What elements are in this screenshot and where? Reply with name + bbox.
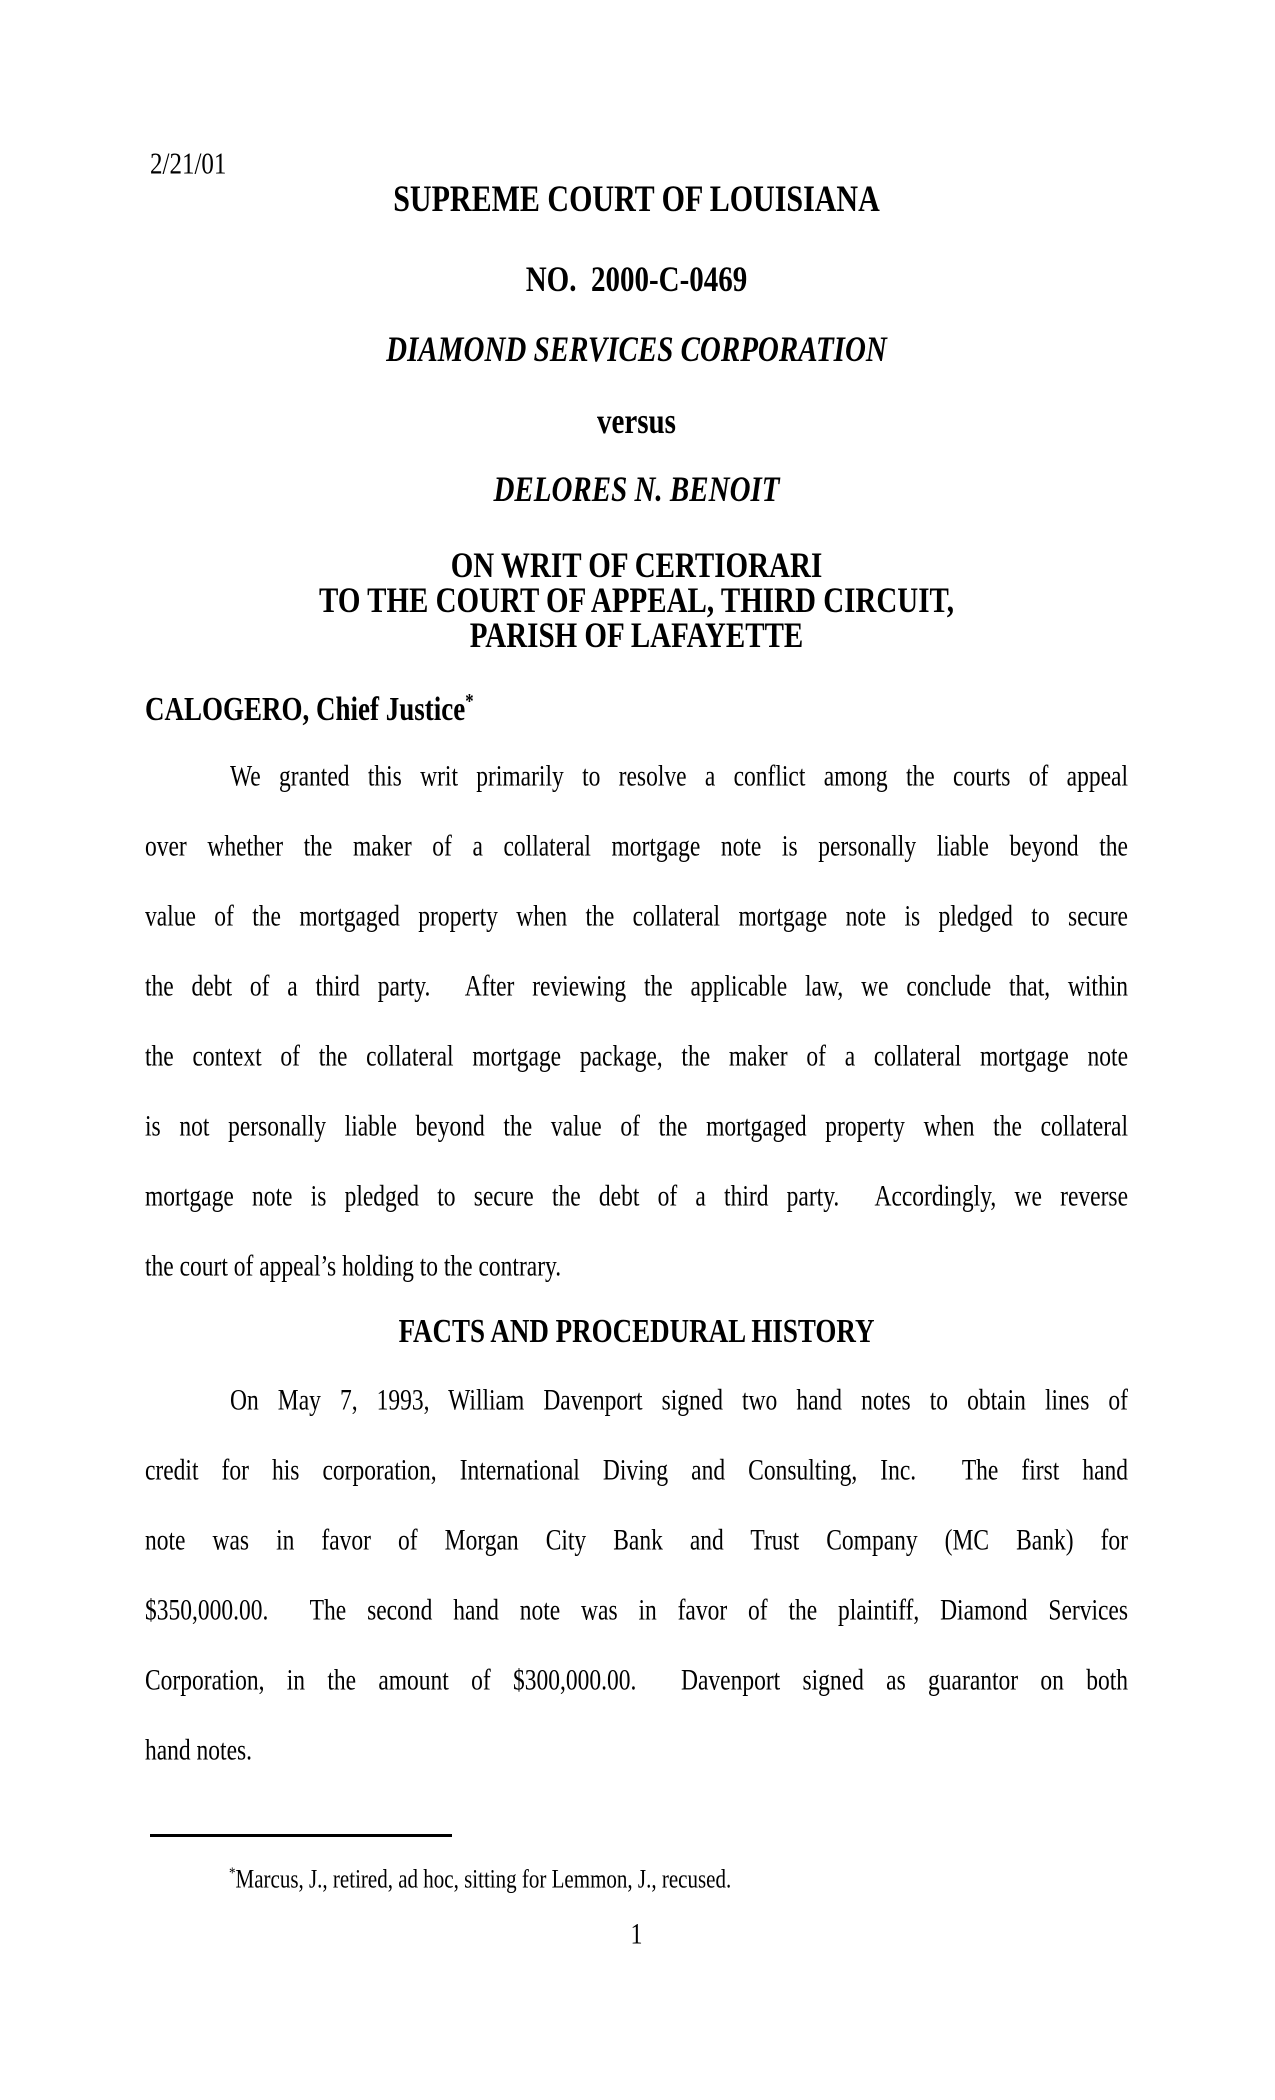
paragraph-2-line: note was in favor of Morgan City Bank and Trust Company (MC Bank) for (145, 1524, 1128, 1558)
footnote-text: Marcus, J., retired, ad hoc, sitting for Lemmon, J., recused. (235, 1864, 732, 1894)
footnote-reference-mark: * (465, 689, 474, 713)
paragraph-2-line: On May 7, 1993, William Davenport signed two hand notes to obtain lines of (230, 1384, 1128, 1418)
authoring-justice (145, 688, 1128, 730)
writ-line-3: PARISH OF LAFAYETTE (469, 616, 804, 656)
paragraph-1-line: value of the mortgaged property when the collateral mortgage note is pledged to secure (145, 900, 1128, 934)
paragraph-1-line: over whether the maker of a collateral mortgage note is personally liable beyond the (145, 830, 1128, 864)
versus-label: versus (597, 402, 676, 442)
paragraph-1-line: the context of the collateral mortgage package, the maker of a collateral mortgage note (145, 1040, 1128, 1074)
justice-name: CALOGERO, Chief Justice (145, 690, 466, 728)
plaintiff-name: DIAMOND SERVICES CORPORATION (386, 330, 887, 370)
docket-number: NO. 2000-C-0469 (525, 260, 748, 300)
paragraph-2 (145, 1366, 1128, 1786)
paragraph-1-line: is not personally liable beyond the value of the mortgaged property when the collateral (145, 1110, 1128, 1144)
paragraph-1-line: mortgage note is pledged to secure the debt of a third party. Accordingly, we reverse (145, 1180, 1128, 1214)
filing-date: 2/21/01 (150, 147, 227, 182)
paragraph-1 (145, 742, 1128, 1302)
section-heading-facts: FACTS AND PROCEDURAL HISTORY (398, 1312, 875, 1350)
paragraph-1-line: We granted this writ primarily to resolve a conflict among the courts of appeal (230, 760, 1128, 794)
court-title: SUPREME COURT OF LOUISIANA (393, 178, 880, 220)
writ-line-1: ON WRIT OF CERTIORARI (450, 546, 823, 586)
paragraph-2-line: credit for his corporation, International Diving and Consulting, Inc. The first hand (145, 1454, 1128, 1488)
paragraph-1-line: the debt of a third party. After reviewing the applicable law, we conclude that, within (145, 970, 1128, 1004)
footnote-separator-rule (150, 1834, 452, 1837)
page-number: 1 (630, 1918, 643, 1952)
footnote (145, 1860, 1128, 1897)
paragraph-2-line: Corporation, in the amount of $300,000.00. Davenport signed as guarantor on both (145, 1664, 1128, 1698)
defendant-name: DELORES N. BENOIT (493, 470, 780, 510)
paragraph-2-line: hand notes. (145, 1734, 253, 1768)
writ-line-2: TO THE COURT OF APPEAL, THIRD CIRCUIT, (319, 581, 954, 621)
paragraph-1-line: the court of appeal’s holding to the contrary. (145, 1250, 562, 1284)
paragraph-2-line: $350,000.00. The second hand note was in favor of the plaintiff, Diamond Services (145, 1594, 1128, 1628)
footnote-mark: * (229, 1862, 236, 1882)
